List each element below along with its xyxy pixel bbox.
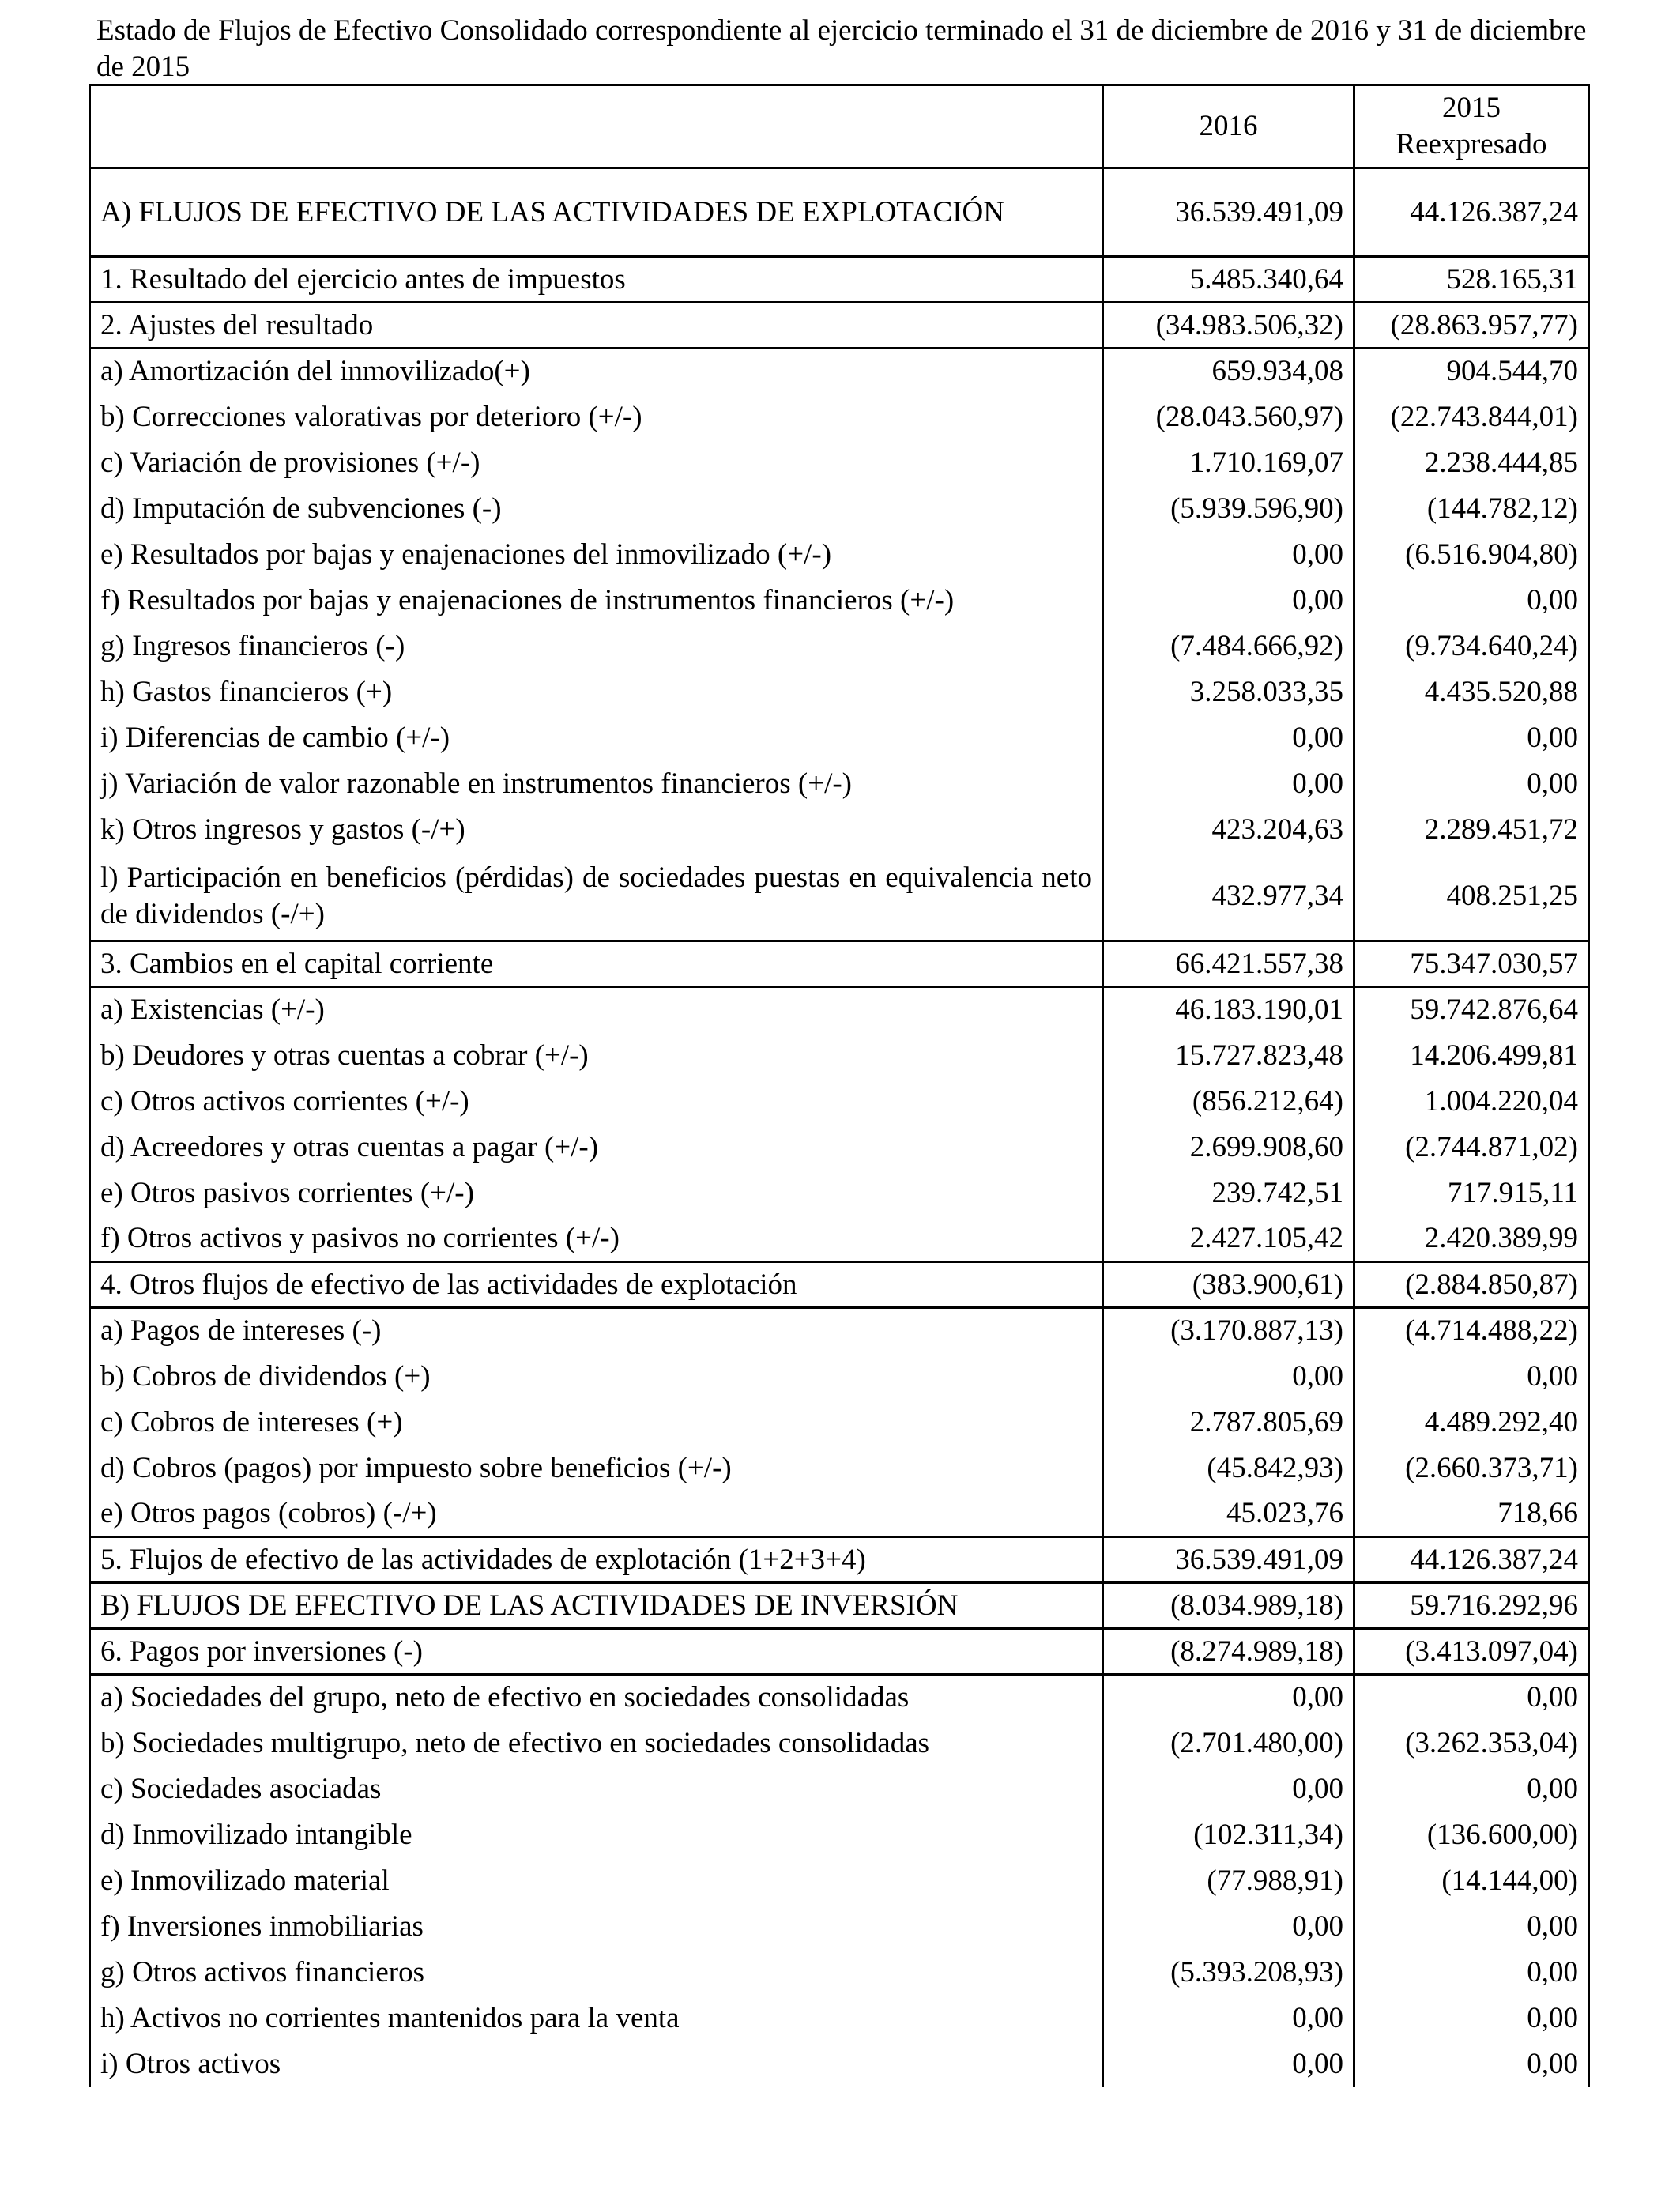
value-2015: (4.714.488,22)	[1354, 1308, 1589, 1354]
value-2015: 2.289.451,72	[1354, 807, 1589, 853]
value-2016: 0,00	[1103, 1675, 1354, 1721]
row-label: j) Variación de valor razonable en instrumentos financieros (+/-)	[90, 761, 1103, 807]
table-row	[90, 394, 1589, 440]
value-2016: 36.539.491,09	[1103, 168, 1354, 257]
value-2016: (7.484.666,92)	[1103, 624, 1354, 669]
value-2016: (102.311,34)	[1103, 1812, 1354, 1858]
table-row	[90, 669, 1589, 715]
value-2015: (144.782,12)	[1354, 486, 1589, 532]
row-label: f) Inversiones inmobiliarias	[90, 1904, 1103, 1950]
value-2016: 432.977,34	[1103, 853, 1354, 941]
row-label: B) FLUJOS DE EFECTIVO DE LAS ACTIVIDADES DE INVERSIÓN	[90, 1583, 1103, 1629]
value-2015: 1.004.220,04	[1354, 1079, 1589, 1125]
value-2015: 408.251,25	[1354, 853, 1589, 941]
table-row	[90, 257, 1589, 303]
row-label: 6. Pagos por inversiones (-)	[90, 1629, 1103, 1675]
value-2015: (2.884.850,87)	[1354, 1262, 1589, 1308]
table-row	[90, 1491, 1589, 1537]
value-2016: 3.258.033,35	[1103, 669, 1354, 715]
table-row	[90, 1629, 1589, 1675]
value-2016: 36.539.491,09	[1103, 1537, 1354, 1583]
value-2016: 2.427.105,42	[1103, 1216, 1354, 1262]
table-row	[90, 440, 1589, 486]
row-label: a) Amortización del inmovilizado(+)	[90, 349, 1103, 394]
value-2015: 4.489.292,40	[1354, 1400, 1589, 1446]
value-2015: 44.126.387,24	[1354, 1537, 1589, 1583]
value-2015: 0,00	[1354, 1675, 1589, 1721]
row-label: c) Sociedades asociadas	[90, 1766, 1103, 1812]
value-2015: (9.734.640,24)	[1354, 624, 1589, 669]
value-2015: (2.744.871,02)	[1354, 1125, 1589, 1171]
table-row	[90, 941, 1589, 987]
value-2016: 659.934,08	[1103, 349, 1354, 394]
value-2016: (2.701.480,00)	[1103, 1721, 1354, 1766]
table-row	[90, 1171, 1589, 1216]
value-2016: (856.212,64)	[1103, 1079, 1354, 1125]
table-row	[90, 578, 1589, 624]
value-2016: 0,00	[1103, 1766, 1354, 1812]
value-2015: (2.660.373,71)	[1354, 1446, 1589, 1491]
table-row	[90, 1537, 1589, 1583]
value-2015: 0,00	[1354, 1950, 1589, 1996]
row-label: g) Ingresos financieros (-)	[90, 624, 1103, 669]
table-row	[90, 349, 1589, 394]
row-label: b) Correcciones valorativas por deterioro (+/-)	[90, 394, 1103, 440]
row-label: e) Inmovilizado material	[90, 1858, 1103, 1904]
value-2015: 0,00	[1354, 578, 1589, 624]
row-label: e) Otros pasivos corrientes (+/-)	[90, 1171, 1103, 1216]
table-row	[90, 1904, 1589, 1950]
table-row	[90, 987, 1589, 1033]
row-label: i) Diferencias de cambio (+/-)	[90, 715, 1103, 761]
value-2016: (34.983.506,32)	[1103, 303, 1354, 349]
row-label: c) Cobros de intereses (+)	[90, 1400, 1103, 1446]
value-2015: 0,00	[1354, 761, 1589, 807]
value-2015: 0,00	[1354, 715, 1589, 761]
table-row	[90, 486, 1589, 532]
value-2016: 2.699.908,60	[1103, 1125, 1354, 1171]
row-label: 1. Resultado del ejercicio antes de impuestos	[90, 257, 1103, 303]
table-row	[90, 1308, 1589, 1354]
row-label: d) Inmovilizado intangible	[90, 1812, 1103, 1858]
table-row	[90, 1858, 1589, 1904]
value-2016: 239.742,51	[1103, 1171, 1354, 1216]
table-row	[90, 1033, 1589, 1079]
row-label: f) Resultados por bajas y enajenaciones de instrumentos financieros (+/-)	[90, 578, 1103, 624]
table-row	[90, 2041, 1589, 2087]
header-2016: 2016	[1103, 85, 1354, 168]
value-2016: 46.183.190,01	[1103, 987, 1354, 1033]
row-label: b) Deudores y otras cuentas a cobrar (+/-)	[90, 1033, 1103, 1079]
table-row	[90, 1996, 1589, 2041]
header-label-cell	[90, 85, 1103, 168]
row-label: 4. Otros flujos de efectivo de las actividades de explotación	[90, 1262, 1103, 1308]
row-label: i) Otros activos	[90, 2041, 1103, 2087]
value-2015: 0,00	[1354, 1996, 1589, 2041]
value-2015: (6.516.904,80)	[1354, 532, 1589, 578]
value-2015: 14.206.499,81	[1354, 1033, 1589, 1079]
value-2015: (3.413.097,04)	[1354, 1629, 1589, 1675]
value-2016: 0,00	[1103, 1996, 1354, 2041]
value-2015: (28.863.957,77)	[1354, 303, 1589, 349]
value-2015: 0,00	[1354, 1904, 1589, 1950]
value-2016: (5.939.596,90)	[1103, 486, 1354, 532]
value-2015: 528.165,31	[1354, 257, 1589, 303]
cash-flow-table	[89, 84, 1590, 2087]
table-row	[90, 1079, 1589, 1125]
value-2016: (3.170.887,13)	[1103, 1308, 1354, 1354]
table-row	[90, 532, 1589, 578]
value-2015: 44.126.387,24	[1354, 168, 1589, 257]
value-2015: 75.347.030,57	[1354, 941, 1589, 987]
row-label: 3. Cambios en el capital corriente	[90, 941, 1103, 987]
value-2016: 5.485.340,64	[1103, 257, 1354, 303]
value-2016: (45.842,93)	[1103, 1446, 1354, 1491]
row-label: h) Gastos financieros (+)	[90, 669, 1103, 715]
table-row	[90, 1446, 1589, 1491]
table-header	[90, 85, 1589, 168]
header-2015	[1354, 85, 1589, 168]
table-row	[90, 168, 1589, 257]
row-label: h) Activos no corrientes mantenidos para la venta	[90, 1996, 1103, 2041]
value-2015: 718,66	[1354, 1491, 1589, 1537]
value-2015: 0,00	[1354, 2041, 1589, 2087]
row-label: b) Cobros de dividendos (+)	[90, 1354, 1103, 1400]
row-label: f) Otros activos y pasivos no corrientes (+/-)	[90, 1216, 1103, 1262]
value-2015: (3.262.353,04)	[1354, 1721, 1589, 1766]
table-row	[90, 715, 1589, 761]
value-2016: 0,00	[1103, 532, 1354, 578]
table-row	[90, 1125, 1589, 1171]
header-row	[90, 85, 1589, 168]
value-2016: 0,00	[1103, 761, 1354, 807]
table-row	[90, 761, 1589, 807]
table-row	[90, 624, 1589, 669]
table-row	[90, 1354, 1589, 1400]
row-label: 2. Ajustes del resultado	[90, 303, 1103, 349]
value-2016: 0,00	[1103, 578, 1354, 624]
row-label: a) Pagos de intereses (-)	[90, 1308, 1103, 1354]
table-row	[90, 1721, 1589, 1766]
table-row	[90, 853, 1589, 941]
value-2015: 2.420.389,99	[1354, 1216, 1589, 1262]
row-label: 5. Flujos de efectivo de las actividades de explotación (1+2+3+4)	[90, 1537, 1103, 1583]
header-2015-year: 2015	[1442, 92, 1501, 124]
table-row	[90, 1216, 1589, 1262]
row-label: d) Cobros (pagos) por impuesto sobre beneficios (+/-)	[90, 1446, 1103, 1491]
value-2016: 423.204,63	[1103, 807, 1354, 853]
table-row	[90, 1262, 1589, 1308]
value-2016: 66.421.557,38	[1103, 941, 1354, 987]
row-label: a) Sociedades del grupo, neto de efectivo en sociedades consolidadas	[90, 1675, 1103, 1721]
value-2016: (383.900,61)	[1103, 1262, 1354, 1308]
value-2016: 1.710.169,07	[1103, 440, 1354, 486]
row-label: b) Sociedades multigrupo, neto de efectivo en sociedades consolidadas	[90, 1721, 1103, 1766]
row-label: d) Imputación de subvenciones (-)	[90, 486, 1103, 532]
value-2016: 15.727.823,48	[1103, 1033, 1354, 1079]
row-label: c) Otros activos corrientes (+/-)	[90, 1079, 1103, 1125]
row-label: a) Existencias (+/-)	[90, 987, 1103, 1033]
value-2015: 59.742.876,64	[1354, 987, 1589, 1033]
value-2015: 4.435.520,88	[1354, 669, 1589, 715]
value-2016: (8.274.989,18)	[1103, 1629, 1354, 1675]
value-2016: (8.034.989,18)	[1103, 1583, 1354, 1629]
value-2015: 717.915,11	[1354, 1171, 1589, 1216]
header-2015-note: Reexpresado	[1396, 128, 1547, 160]
table-row	[90, 1400, 1589, 1446]
table-row	[90, 1812, 1589, 1858]
value-2015: (136.600,00)	[1354, 1812, 1589, 1858]
table-row	[90, 1583, 1589, 1629]
row-label: e) Resultados por bajas y enajenaciones del inmovilizado (+/-)	[90, 532, 1103, 578]
document-title: Estado de Flujos de Efectivo Consolidado correspondiente al ejercicio terminado el 31 de diciembre de 2016 y 31 de diciembre de 2015	[96, 14, 1587, 83]
value-2015: 59.716.292,96	[1354, 1583, 1589, 1629]
value-2016: 0,00	[1103, 1354, 1354, 1400]
table-row	[90, 1675, 1589, 1721]
row-label: e) Otros pagos (cobros) (-/+)	[90, 1491, 1103, 1537]
value-2015: 2.238.444,85	[1354, 440, 1589, 486]
value-2016: 0,00	[1103, 2041, 1354, 2087]
row-label: d) Acreedores y otras cuentas a pagar (+/-)	[90, 1125, 1103, 1171]
value-2015: (14.144,00)	[1354, 1858, 1589, 1904]
row-label: A) FLUJOS DE EFECTIVO DE LAS ACTIVIDADES DE EXPLOTACIÓN	[90, 168, 1103, 257]
value-2015: 0,00	[1354, 1354, 1589, 1400]
row-label: l) Participación en beneficios (pérdidas) de sociedades puestas en equivalencia neto de dividendos (-/+)	[90, 853, 1103, 941]
row-label: c) Variación de provisiones (+/-)	[90, 440, 1103, 486]
row-label: g) Otros activos financieros	[90, 1950, 1103, 1996]
value-2015: 0,00	[1354, 1766, 1589, 1812]
table-row	[90, 1766, 1589, 1812]
table-row	[90, 807, 1589, 853]
value-2016: (77.988,91)	[1103, 1858, 1354, 1904]
value-2016: 2.787.805,69	[1103, 1400, 1354, 1446]
value-2016: 0,00	[1103, 1904, 1354, 1950]
value-2015: 904.544,70	[1354, 349, 1589, 394]
table-body	[90, 168, 1589, 2087]
value-2016: 45.023,76	[1103, 1491, 1354, 1537]
table-row	[90, 303, 1589, 349]
value-2016: (5.393.208,93)	[1103, 1950, 1354, 1996]
value-2016: 0,00	[1103, 715, 1354, 761]
value-2015: (22.743.844,01)	[1354, 394, 1589, 440]
row-label: k) Otros ingresos y gastos (-/+)	[90, 807, 1103, 853]
value-2016: (28.043.560,97)	[1103, 394, 1354, 440]
table-row	[90, 1950, 1589, 1996]
